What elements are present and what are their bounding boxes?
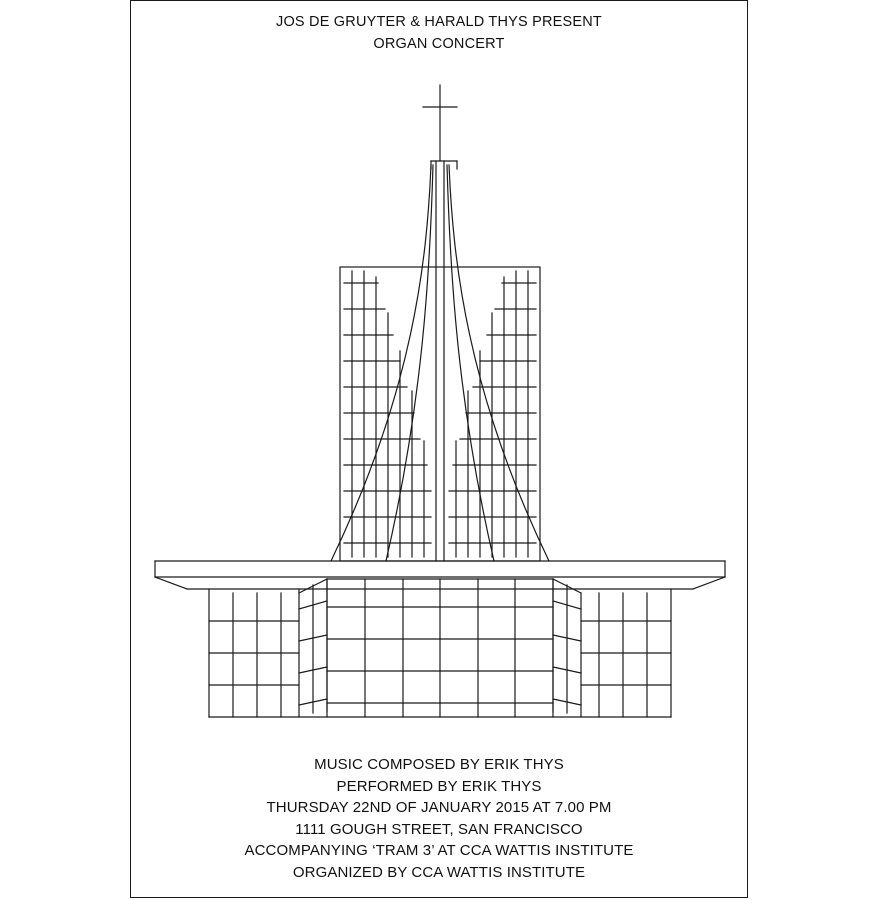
poster-card bbox=[130, 0, 748, 898]
central-portal bbox=[327, 579, 553, 717]
footer-line-organizer: ORGANIZED BY CCA WATTIS INSTITUTE bbox=[292, 863, 586, 881]
footer-line-accompanying: ACCOMPANYING ‘TRAM 3’ AT CCA WATTIS INSTITUTE bbox=[244, 842, 634, 859]
poster-footer bbox=[131, 754, 747, 883]
base-pylon-left bbox=[299, 579, 327, 713]
header-line-presenters: JOS DE GRUYTER & HARALD THYS PRESENT bbox=[276, 14, 602, 30]
cross-icon bbox=[423, 85, 457, 161]
footer-line-address: 1111 GOUGH STREET, SAN FRANCISCO bbox=[295, 820, 583, 838]
poster-header bbox=[131, 11, 747, 55]
header-line-title: ORGAN CONCERT bbox=[373, 36, 505, 52]
footer-line-datetime: THURSDAY 22ND OF JANUARY 2015 AT 7.00 PM bbox=[266, 799, 612, 816]
footer-line-performer: PERFORMED BY ERIK THYS bbox=[336, 777, 542, 795]
base-bay-right bbox=[581, 593, 671, 717]
base-bay-left bbox=[209, 589, 299, 717]
right-window-lattice bbox=[449, 271, 536, 557]
footer-line-composer: MUSIC COMPOSED BY ERIK THYS bbox=[314, 756, 564, 773]
cathedral-illustration bbox=[131, 61, 749, 741]
left-window-lattice bbox=[344, 271, 431, 557]
base-pylon-right bbox=[553, 579, 581, 717]
